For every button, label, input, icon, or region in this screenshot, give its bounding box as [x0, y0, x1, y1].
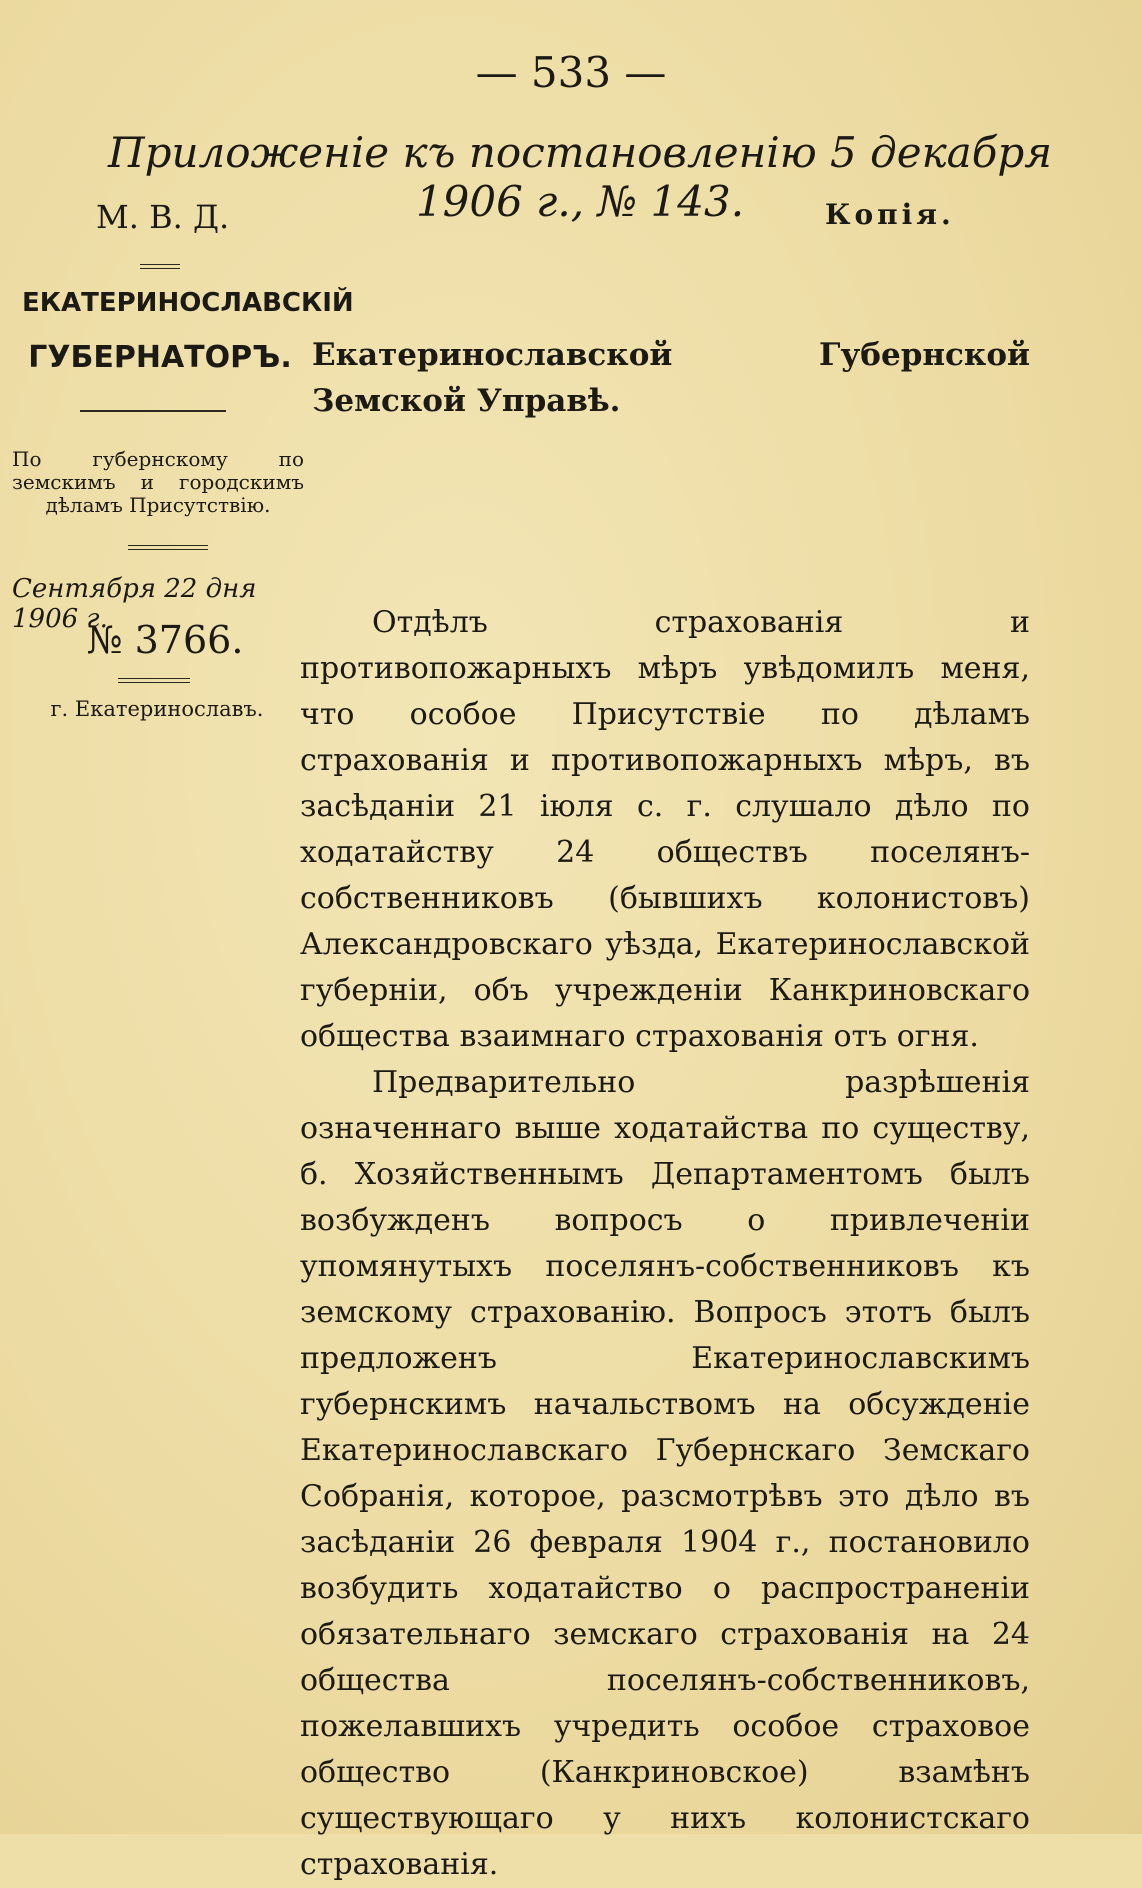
divider — [128, 545, 208, 550]
letter-date: Сентября 22 дня 1906 г. — [12, 574, 257, 634]
divider — [140, 264, 180, 269]
divider — [118, 678, 190, 683]
governor-title: ГУБЕРНАТОРЪ. — [28, 340, 292, 375]
governor-heading: ЕКАТЕРИНОСЛАВСКІЙ — [22, 288, 354, 318]
appendix-heading: Приложеніе къ постановленію 5 декабря 1906 г., № 143. — [107, 128, 1053, 226]
letter-number: № 3766. — [86, 618, 244, 662]
paragraph: Отдѣлъ страхованія и противопожарныхъ мѣръ увѣдомилъ меня, что особое Присутствіе по дѣламъ страхованія и противопожарныхъ мѣръ, въ засѣданіи 21 іюля с. г. слушало дѣло по ходатайству 24 обществъ поселянъ-собственниковъ (бывшихъ колонистовъ) Александровскаго уѣзда, Екатеринославской губерніи, объ учрежденіи Канкриновскаго общества взаимнаго страхованія отъ огня. — [300, 605, 1030, 1054]
copy-label: Копія. — [825, 198, 955, 231]
presence-department: По губернскому по земскимъ и городскимъ дѣламъ Присутствію. — [12, 447, 304, 517]
paragraph: Предварительно разрѣшенія означеннаго выше ходатайства по существу, б. Хозяйственнымъ Департаментомъ былъ возбужденъ вопросъ о привлеченіи упомянутыхъ поселянъ-собственниковъ къ земскому страхованію. Вопросъ этотъ былъ предложенъ Екатеринославскимъ губернскимъ начальствомъ на обсужденіе Екатеринославскаго Губернскаго Земскаго Собранія, которое, разсмотрѣвъ это дѣло въ засѣданіи 26 февраля 1904 г., постановило возбудить ходатайство о распространеніи обязательнаго земскаго страхованія на 24 общества поселянъ-собственниковъ, пожелавшихъ учредить особое страховое общество (Канкриновское) взамѣнъ существующаго у нихъ колонистскаго страхованія. — [300, 1065, 1030, 1882]
addressee: Екатеринославской Губернской Земской Управѣ. — [312, 337, 1030, 419]
ministry-label: М. В. Д. — [96, 198, 230, 236]
divider — [80, 410, 226, 412]
page-number: — 533 — — [475, 48, 667, 97]
city-label: г. Екатеринославъ. — [50, 697, 264, 721]
letter-body — [300, 600, 1030, 1888]
